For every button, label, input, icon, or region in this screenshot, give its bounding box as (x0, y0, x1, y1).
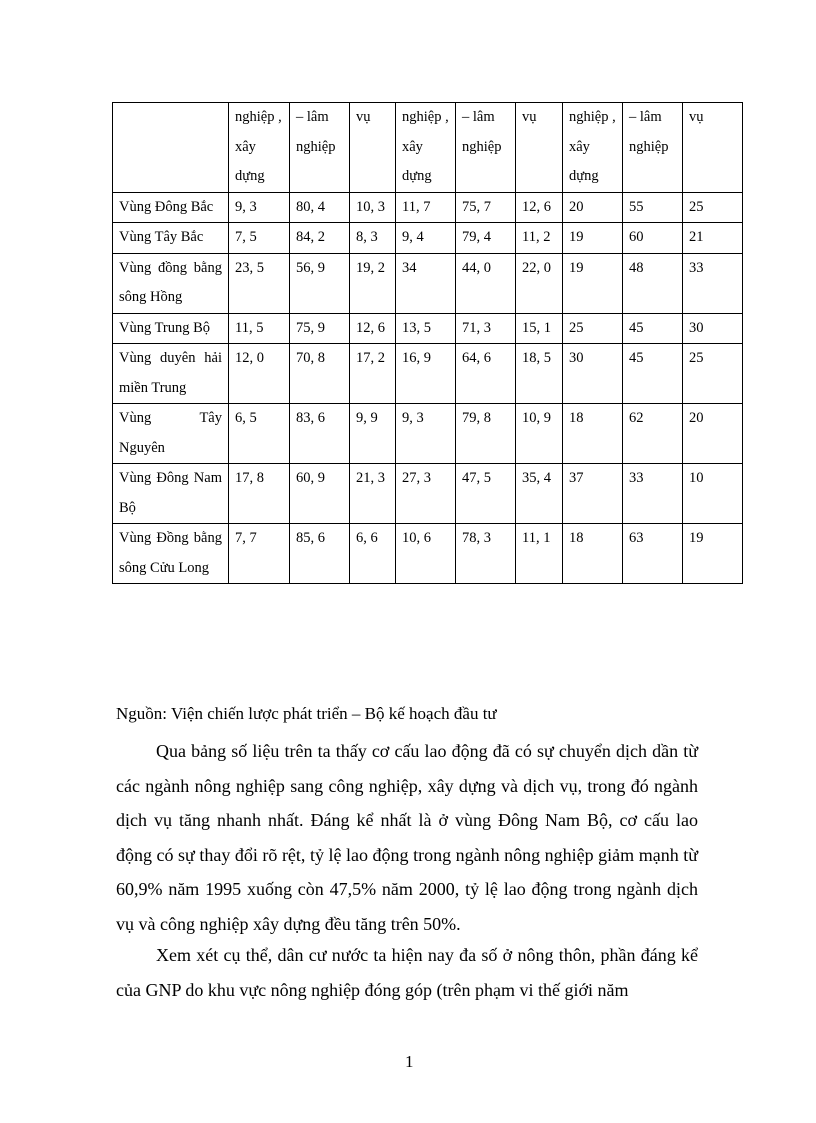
table-cell: 47, 5 (456, 464, 516, 524)
table-header-cell (113, 103, 229, 193)
table-cell: 11, 7 (396, 192, 456, 223)
table-cell: 78, 3 (456, 524, 516, 584)
table-cell: 30 (563, 344, 623, 404)
table-cell: 11, 5 (229, 313, 290, 344)
table-row (113, 313, 743, 344)
paragraph-rural-population: Xem xét cụ thể, dân cư nước ta hiện nay đa số ở nông thôn, phần đáng kể của GNP do khu vực nông nghiệp đóng góp (trên phạm vi thế giới năm (116, 945, 698, 1000)
table-cell: 45 (623, 344, 683, 404)
table-cell: 56, 9 (290, 253, 350, 313)
table-row (113, 192, 743, 223)
table-cell: 33 (623, 464, 683, 524)
table-cell: 63 (623, 524, 683, 584)
table-cell: 25 (683, 344, 743, 404)
table-cell: 21, 3 (350, 464, 396, 524)
table-cell: 9, 4 (396, 223, 456, 254)
region-name-cell: Vùng duyên hải miền Trung (113, 344, 229, 404)
table-cell: 22, 0 (516, 253, 563, 313)
table-cell: 11, 2 (516, 223, 563, 254)
table-row (113, 404, 743, 464)
table-header-cell: – lâm nghiệp (290, 103, 350, 193)
table-cell: 44, 0 (456, 253, 516, 313)
table-cell: 10, 9 (516, 404, 563, 464)
table-cell: 83, 6 (290, 404, 350, 464)
table-cell: 19 (563, 253, 623, 313)
table-cell: 19 (563, 223, 623, 254)
table-cell: 13, 5 (396, 313, 456, 344)
table-cell: 79, 8 (456, 404, 516, 464)
table-cell: 30 (683, 313, 743, 344)
table-cell: 80, 4 (290, 192, 350, 223)
page-number: 1 (405, 1052, 414, 1071)
table-cell: 20 (563, 192, 623, 223)
table-cell: 15, 1 (516, 313, 563, 344)
table-cell: 27, 3 (396, 464, 456, 524)
table-cell: 55 (623, 192, 683, 223)
table-cell: 48 (623, 253, 683, 313)
table-cell: 79, 4 (456, 223, 516, 254)
region-name-cell: Vùng đồng bằng sông Hồng (113, 253, 229, 313)
table-cell: 12, 0 (229, 344, 290, 404)
table-header-cell: vụ (683, 103, 743, 193)
table-header-cell: nghiệp , xây dựng (563, 103, 623, 193)
table-cell: 34 (396, 253, 456, 313)
table-row (113, 344, 743, 404)
table-row (113, 223, 743, 254)
table-cell: 6, 6 (350, 524, 396, 584)
table-header-cell: nghiệp , xây dựng (396, 103, 456, 193)
region-name-cell: Vùng Đông Bắc (113, 192, 229, 223)
table-cell: 45 (623, 313, 683, 344)
table-cell: 18 (563, 404, 623, 464)
table-header-row (113, 103, 743, 193)
table-cell: 62 (623, 404, 683, 464)
table-cell: 23, 5 (229, 253, 290, 313)
table-cell: 33 (683, 253, 743, 313)
table-header-cell: – lâm nghiệp (623, 103, 683, 193)
table-cell: 12, 6 (350, 313, 396, 344)
table-cell: 60, 9 (290, 464, 350, 524)
region-name-cell: Vùng Đồng bằng sông Cửu Long (113, 524, 229, 584)
table-cell: 75, 9 (290, 313, 350, 344)
table-cell: 9, 3 (229, 192, 290, 223)
table-cell: 7, 7 (229, 524, 290, 584)
table-cell: 17, 2 (350, 344, 396, 404)
table-header-cell: nghiệp , xây dựng (229, 103, 290, 193)
table-cell: 18 (563, 524, 623, 584)
table-cell: 25 (683, 192, 743, 223)
table-cell: 8, 3 (350, 223, 396, 254)
table-header-cell: – lâm nghiệp (456, 103, 516, 193)
paragraph-analysis: Qua bảng số liệu trên ta thấy cơ cấu lao động đã có sự chuyển dịch dần từ các ngành nông nghiệp sang công nghiệp, xây dựng và dịch vụ, trong đó ngành dịch vụ tăng nhanh nhất. Đáng kể nhất là ở vùng Đông Nam Bộ, cơ cấu lao động có sự thay đổi rõ rệt, tỷ lệ lao động trong ngành nông nghiệp giảm mạnh từ 60,9% năm 1995 xuống còn 47,5% năm 2000, tỷ lệ lao động trong ngành dịch vụ và công nghiệp xây dựng đều tăng trên 50%. (116, 741, 698, 934)
table-cell: 9, 3 (396, 404, 456, 464)
table-cell: 85, 6 (290, 524, 350, 584)
region-name-cell: Vùng Tây Nguyên (113, 404, 229, 464)
table-header-cell: vụ (350, 103, 396, 193)
table-cell: 21 (683, 223, 743, 254)
region-name-cell: Vùng Tây Bắc (113, 223, 229, 254)
table-cell: 17, 8 (229, 464, 290, 524)
table-cell: 20 (683, 404, 743, 464)
table-cell: 12, 6 (516, 192, 563, 223)
table-cell: 10, 3 (350, 192, 396, 223)
table-cell: 60 (623, 223, 683, 254)
region-name-cell: Vùng Đông Nam Bộ (113, 464, 229, 524)
table-cell: 19, 2 (350, 253, 396, 313)
table-cell: 64, 6 (456, 344, 516, 404)
table-cell: 10, 6 (396, 524, 456, 584)
table-row (113, 253, 743, 313)
table-cell: 7, 5 (229, 223, 290, 254)
table-cell: 19 (683, 524, 743, 584)
region-name-cell: Vùng Trung Bộ (113, 313, 229, 344)
table-cell: 71, 3 (456, 313, 516, 344)
table-cell: 6, 5 (229, 404, 290, 464)
table-row (113, 464, 743, 524)
table-cell: 18, 5 (516, 344, 563, 404)
table-cell: 9, 9 (350, 404, 396, 464)
table-cell: 10 (683, 464, 743, 524)
labor-structure-table (112, 102, 743, 584)
table-cell: 75, 7 (456, 192, 516, 223)
table-cell: 84, 2 (290, 223, 350, 254)
table-cell: 11, 1 (516, 524, 563, 584)
table-header-cell: vụ (516, 103, 563, 193)
table-cell: 25 (563, 313, 623, 344)
table-cell: 37 (563, 464, 623, 524)
table-cell: 16, 9 (396, 344, 456, 404)
source-note: Nguồn: Viện chiến lược phát triển – Bộ kế hoạch đầu tư (116, 704, 497, 723)
table-cell: 70, 8 (290, 344, 350, 404)
table-cell: 35, 4 (516, 464, 563, 524)
table-row (113, 524, 743, 584)
